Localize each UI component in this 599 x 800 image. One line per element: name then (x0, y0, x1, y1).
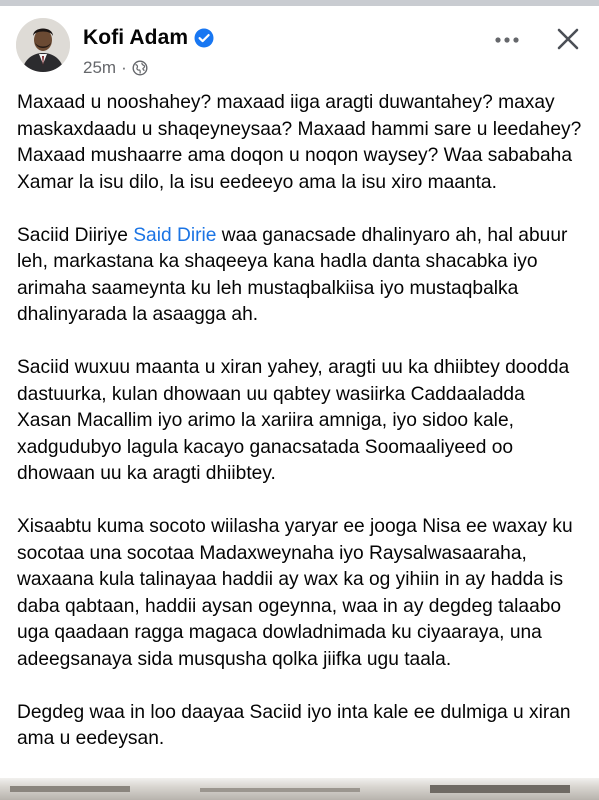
post-timestamp[interactable]: 25m (83, 58, 117, 77)
paragraph-text: Saciid Diiriye (17, 224, 134, 246)
post-header (0, 6, 599, 86)
photo-detail (200, 788, 360, 792)
paragraph-text: waa ganacsade dhalinyaro ah, hal abuur leh, markastana ka shaqeeya kana hadla danta shacabka iyo arimaha saameynta ku leh mustaqbalkiisa iyo mustaqbalka dhalinyarada la asaagga ah. (17, 224, 568, 325)
post-meta (83, 58, 148, 78)
post-paragraph: Degdeg waa in loo daayaa Saciid iyo inta kale ee dulmiga u xiran ama u eedeysan. (17, 701, 571, 749)
mention-link[interactable]: Said Dirie (133, 224, 217, 246)
author-name[interactable]: Kofi Adam (83, 26, 189, 49)
post-paragraph (17, 223, 583, 329)
attached-photo-preview[interactable] (0, 778, 599, 800)
avatar-portrait (16, 18, 70, 72)
avatar[interactable] (16, 18, 70, 72)
more-icon[interactable] (492, 32, 522, 48)
meta-separator: · (121, 58, 127, 77)
post-body (17, 90, 583, 779)
photo-detail (10, 786, 130, 792)
post-paragraph: Saciid wuxuu maanta u xiran yahey, aragti uu ka dhiibtey doodda dastuurka, kulan dhowaan uu qabtey wasiirka Caddaaladda Xasan Macallim iyo arimo la xariira amniga, iyo sidoo kale, xadgudubyo lagula kacayo ganacsatada Soomaaliyeed oo dhowaan uu ka aragti dhiibtey. (17, 357, 570, 484)
close-icon[interactable] (555, 26, 581, 52)
photo-detail (430, 785, 570, 793)
post-paragraph: Xisaabtu kuma socoto wiilasha yaryar ee jooga Nisa ee waxay ku socotaa una socotaa Madaxweynaha iyo Raysalwasaaraha, waxaana kula talinayaa haddii ay wax ka og yihiin in ay hadda is daba qabtaan, haddii aysan ogeynna, waa in ay degdeg talaabo uga qaadaan ragga magaca dowladnimada ku ciyaaraya, una adeegsanaya sida musqusha qolka jiifka ugu taala. (17, 516, 573, 670)
verified-badge-icon (194, 28, 214, 48)
globe-icon (132, 60, 148, 76)
post-paragraph: Maxaad u nooshahey? maxaad iiga aragti duwantahey? maxay maskaxdaadu u shaqeyneysaa? Maxaad hammi sare u leedahey?Maxaad mushaarre ama doqon u noqon waysey? Waa sababaha Xamar la isu dilo, la isu eedeeyo ama la isu xiro maanta. (17, 92, 582, 193)
